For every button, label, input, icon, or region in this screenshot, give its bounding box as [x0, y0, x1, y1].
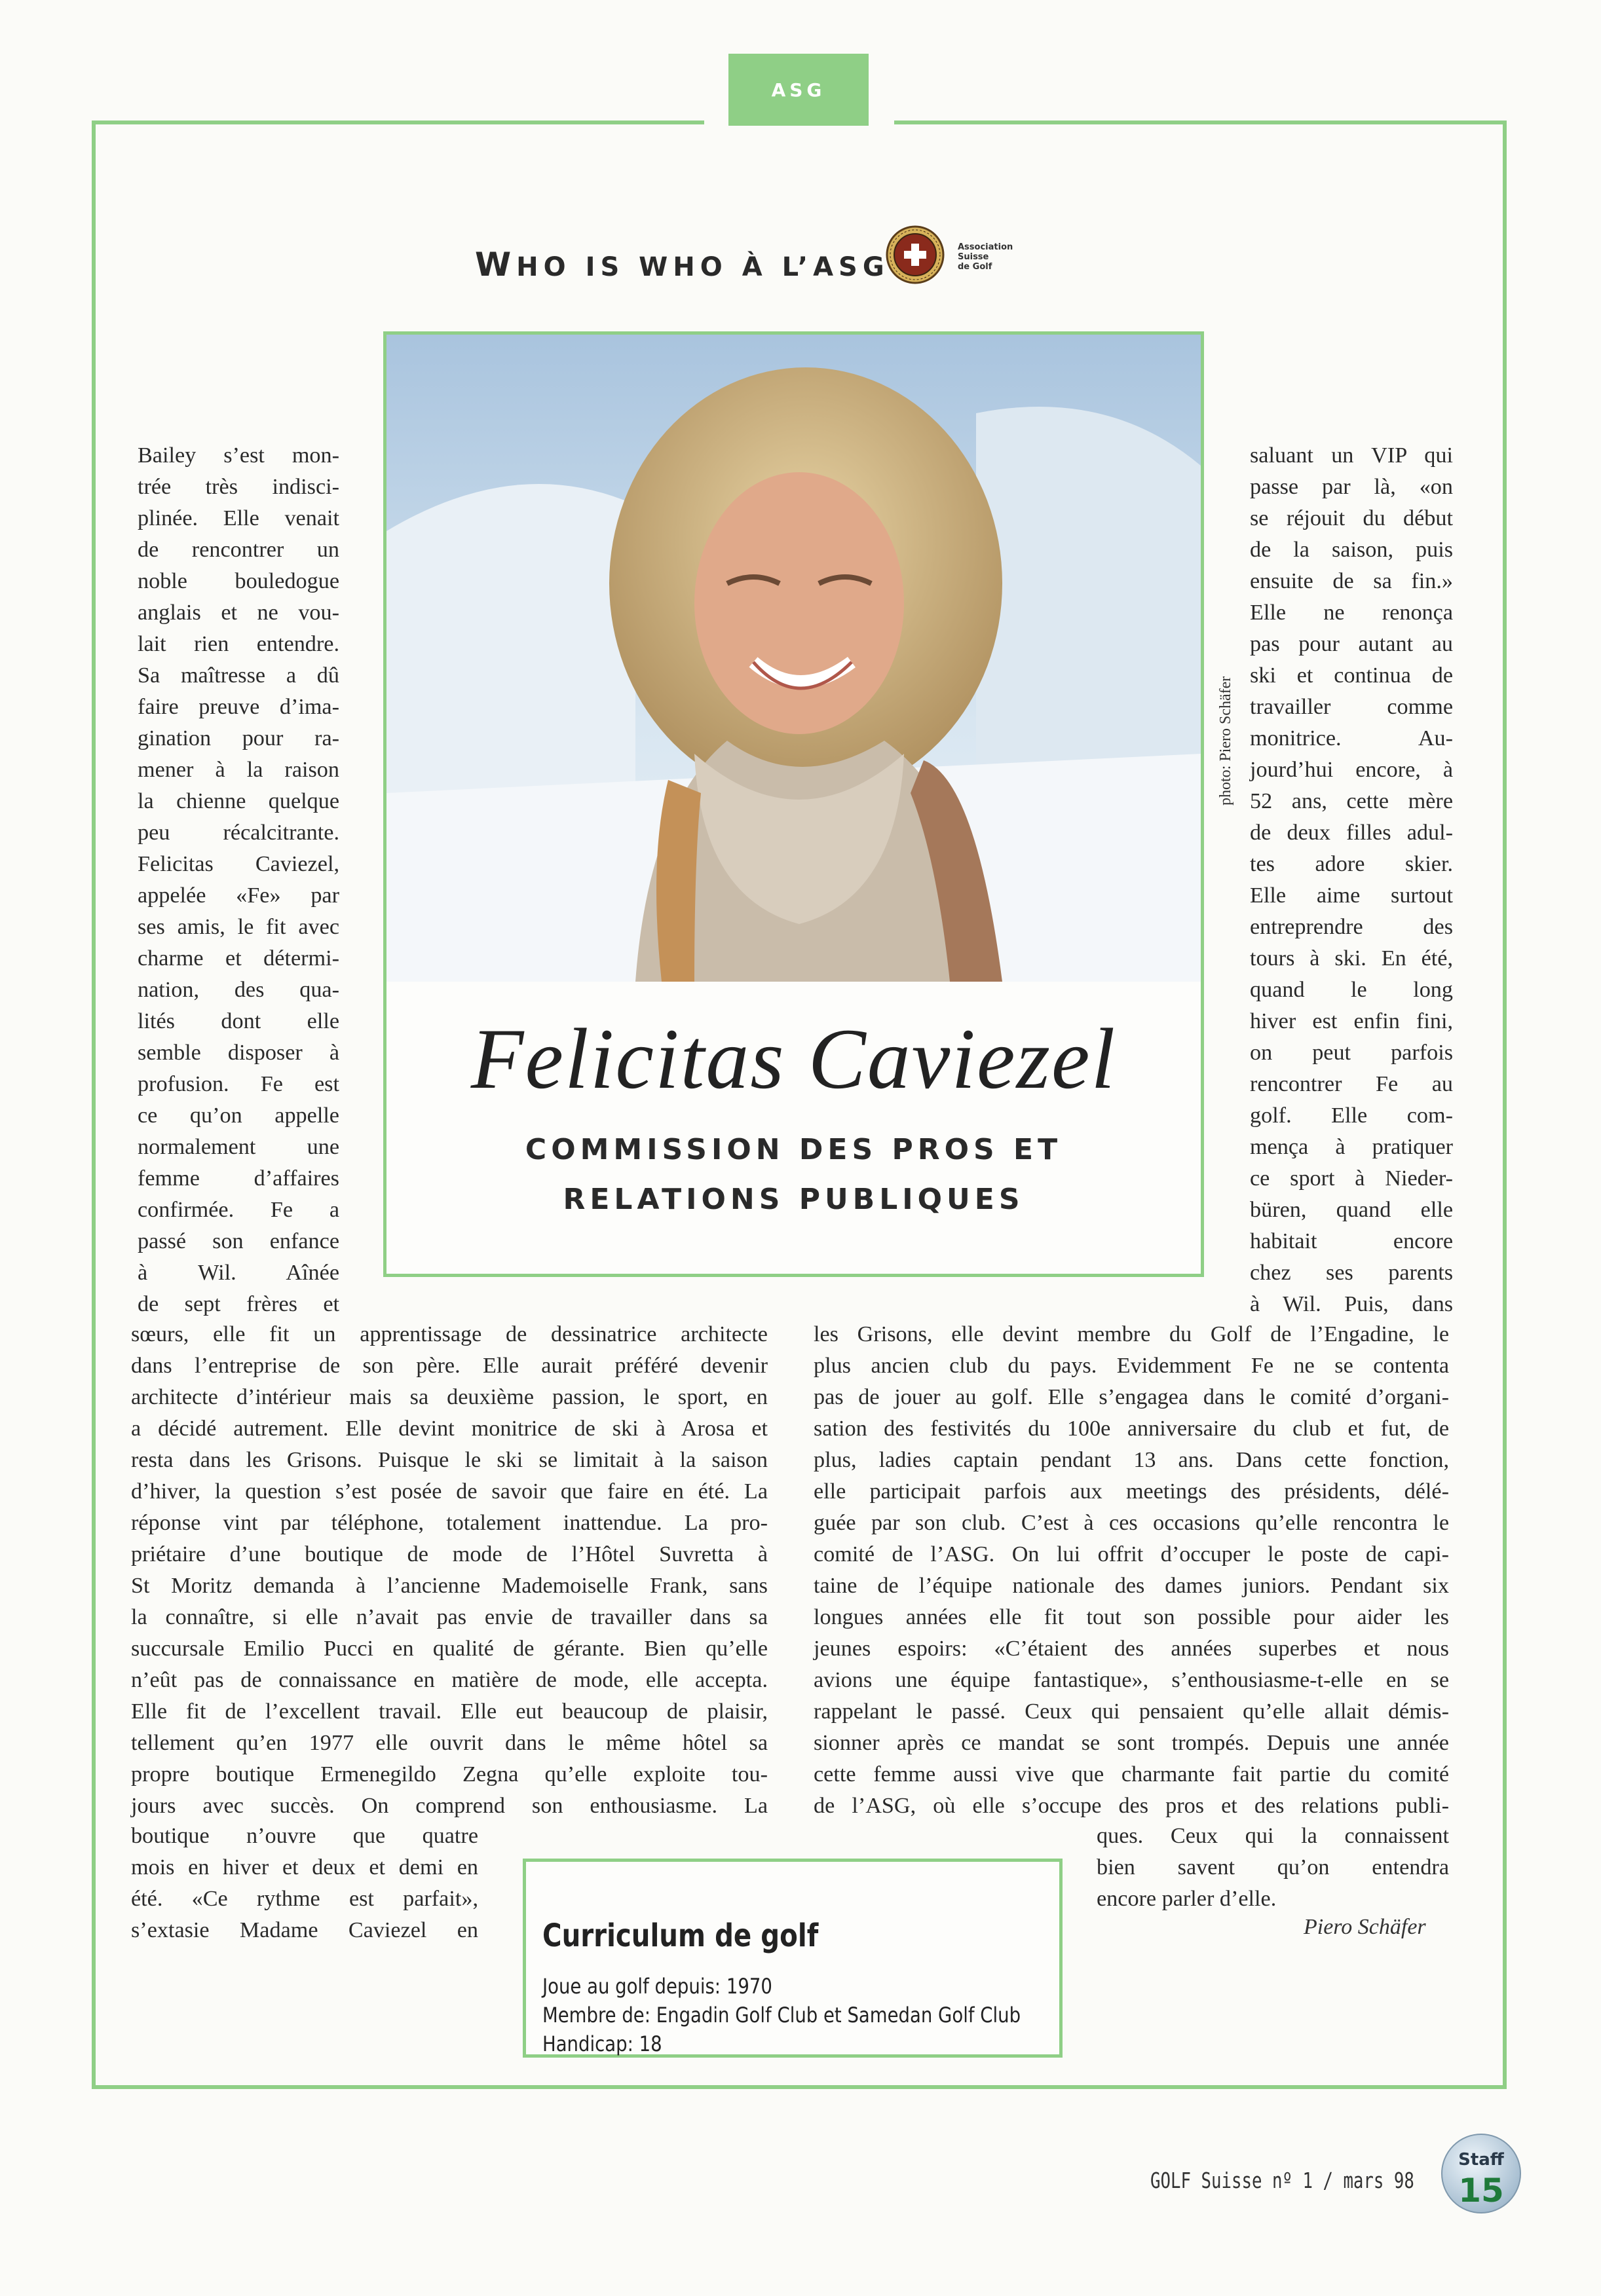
- association-name: [958, 242, 1013, 272]
- text-line: la chienne quelque: [138, 789, 339, 813]
- heading-text: HO IS WHO À L’ASG: [516, 252, 890, 282]
- text-line: ses amis, le fit avec: [138, 915, 339, 939]
- text-line: pas pour autant au: [1250, 632, 1453, 656]
- text-line: tours à ski. En été,: [1250, 946, 1453, 971]
- text-line: jeunes espoirs: «C’étaient des années superbes et nous: [814, 1637, 1449, 1661]
- issue-footer: GOLF Suisse nº 1 / mars 98: [1150, 2168, 1414, 2193]
- text-line: cette femme aussi vive que charmante fait partie du comité: [814, 1762, 1449, 1787]
- text-line: mença à pratiquer: [1250, 1135, 1453, 1159]
- text-line: architecte d’intérieur mais sa deuxième passion, le sport, en: [131, 1385, 768, 1409]
- text-line: s’extasie Madame Caviezel en: [131, 1918, 478, 1942]
- text-line: boutique n’ouvre que quatre: [131, 1824, 478, 1848]
- text-line: rencontrer Fe au: [1250, 1072, 1453, 1096]
- text-line: trée très indisci-: [138, 475, 339, 499]
- text-line: rappelant le passé. Ceux qui pensaient qu’elle allait démis-: [814, 1699, 1449, 1724]
- text-line: de sept frères et: [138, 1292, 339, 1316]
- association-line-1: Association: [958, 242, 1013, 252]
- text-line: taine de l’équipe nationale des dames juniors. Pendant six: [814, 1574, 1449, 1598]
- text-line: jours avec succès. On comprend son enthousiasme. La: [131, 1794, 768, 1818]
- text-line: monitrice. Au-: [1250, 726, 1453, 750]
- text-line: Sa maîtresse a dû: [138, 663, 339, 688]
- text-line: ce qu’on appelle: [138, 1103, 339, 1128]
- text-line: de deux filles adul-: [1250, 821, 1453, 845]
- text-line: lités dont elle: [138, 1009, 339, 1033]
- association-line-3: de Golf: [958, 262, 992, 272]
- text-line: à Wil. Aînée: [138, 1261, 339, 1285]
- text-line: la connaître, si elle n’avait pas envie de travailler dans sa: [131, 1605, 768, 1629]
- text-line: les Grisons, elle devint membre du Golf de l’Engadine, le: [814, 1322, 1449, 1346]
- text-line: ques. Ceux qui la connaissent: [1097, 1824, 1449, 1848]
- text-line: saluant un VIP qui: [1250, 443, 1453, 468]
- text-line: 52 ans, cette mère: [1250, 789, 1453, 813]
- profile-role-line-1: COMMISSION DES PROS ET: [525, 1133, 1063, 1166]
- profile-role-line-2: RELATIONS PUBLIQUES: [563, 1183, 1025, 1216]
- text-line: Elle ne renonça: [1250, 601, 1453, 625]
- text-line: confirmée. Fe a: [138, 1198, 339, 1222]
- text-line: longues années elle fit tout son possible pour aider les: [814, 1605, 1449, 1629]
- text-line: appelée «Fe» par: [138, 883, 339, 908]
- text-line: quand le long: [1250, 978, 1453, 1002]
- text-line: ensuite de sa fin.»: [1250, 569, 1453, 593]
- frame-top-left: [92, 120, 704, 124]
- frame-right: [1503, 120, 1507, 2089]
- frame-bottom: [92, 2085, 1507, 2089]
- text-line: Bailey s’est mon-: [138, 443, 339, 468]
- asg-logo-icon: [886, 225, 945, 284]
- text-line: profusion. Fe est: [138, 1072, 339, 1096]
- text-line: on peut parfois: [1250, 1041, 1453, 1065]
- text-line: faire preuve d’ima-: [138, 695, 339, 719]
- text-line: priétaire d’une boutique de mode de l’Hôtel Suvretta à: [131, 1542, 768, 1566]
- text-line: St Moritz demanda à l’ancienne Mademoiselle Frank, sans: [131, 1574, 768, 1598]
- text-line: jourd’hui encore, à: [1250, 758, 1453, 782]
- text-line: d’hiver, la question s’est posée de savoir que faire en été. La: [131, 1479, 768, 1504]
- profile-name: Felicitas Caviezel: [470, 1010, 1117, 1107]
- text-line: mois en hiver et deux et demi en: [131, 1855, 478, 1879]
- text-line: elle participait parfois aux meetings des présidents, délé-: [814, 1479, 1449, 1504]
- text-line: guée par son club. C’est à ces occasions qu’elle rencontra le: [814, 1511, 1449, 1535]
- text-line: passe par là, «on: [1250, 475, 1453, 499]
- text-line: plinée. Elle venait: [138, 506, 339, 530]
- text-line: pas de jouer au golf. Elle s’engagea dans le comité d’organi-: [814, 1385, 1449, 1409]
- section-tab: ASG: [728, 54, 869, 126]
- curriculum-line: Joue au golf depuis: 1970: [542, 1974, 772, 1999]
- text-line: gination pour ra-: [138, 726, 339, 750]
- text-line: plus, ladies captain pendant 13 ans. Dans cette fonction,: [814, 1448, 1449, 1472]
- text-line: avions une équipe fantastique», s’enthousiasme-t-elle en se: [814, 1668, 1449, 1692]
- body-left-continuation: [131, 1821, 478, 1946]
- body-left-column: [131, 1319, 768, 1822]
- badge-page-number: 15: [1458, 2172, 1504, 2210]
- text-line: nation, des qua-: [138, 978, 339, 1002]
- text-line: propre boutique Ermenegildo Zegna qu’elle exploite tou-: [131, 1762, 768, 1787]
- text-line: dans l’entreprise de son père. Elle aurait préféré devenir: [131, 1354, 768, 1378]
- page-number-badge: [1439, 2131, 1524, 2216]
- frame-left: [92, 120, 96, 2089]
- text-line: de la saison, puis: [1250, 538, 1453, 562]
- text-line: resta dans les Grisons. Puisque le ski se limitait à la saison: [131, 1448, 768, 1472]
- text-line: lait rien entendre.: [138, 632, 339, 656]
- right-narrow-column: [1250, 440, 1453, 1320]
- article-signoff: [1097, 1821, 1449, 1915]
- text-line: réponse vint par téléphone, totalement inattendue. La pro-: [131, 1511, 768, 1535]
- text-line: tes adore skier.: [1250, 852, 1453, 876]
- text-line: chez ses parents: [1250, 1261, 1453, 1285]
- text-line: bien savent qu’on entendra: [1097, 1855, 1449, 1879]
- text-line: charme et détermi-: [138, 946, 339, 971]
- text-line: encore parler d’elle.: [1097, 1887, 1277, 1911]
- curriculum-title: Curriculum de golf: [542, 1917, 819, 1954]
- text-line: büren, quand elle: [1250, 1198, 1453, 1222]
- curriculum-box: [523, 1859, 1063, 2058]
- text-line: golf. Elle com-: [1250, 1103, 1453, 1128]
- text-line: travailler comme: [1250, 695, 1453, 719]
- portrait-photo: [386, 335, 1201, 982]
- text-line: hiver est enfin fini,: [1250, 1009, 1453, 1033]
- text-line: été. «Ce rythme est parfait»,: [131, 1887, 478, 1911]
- text-line: de l’ASG, où elle s’occupe des pros et des relations publi-: [814, 1794, 1449, 1818]
- text-line: entreprendre des: [1250, 915, 1453, 939]
- text-line: se réjouit du début: [1250, 506, 1453, 530]
- section-heading: WHO IS WHO À L’ASG: [475, 246, 890, 284]
- text-line: de rencontrer un: [138, 538, 339, 562]
- text-line: comité de l’ASG. On lui offrit d’occuper le poste de capi-: [814, 1542, 1449, 1566]
- author-name: Piero Schäfer: [1304, 1915, 1426, 1939]
- text-line: anglais et ne vou-: [138, 601, 339, 625]
- text-line: à Wil. Puis, dans: [1250, 1292, 1453, 1316]
- text-line: normalement une: [138, 1135, 339, 1159]
- text-line: Elle aime surtout: [1250, 883, 1453, 908]
- text-line: sœurs, elle fit un apprentissage de dessinatrice architecte: [131, 1322, 768, 1346]
- text-line: habitait encore: [1250, 1229, 1453, 1253]
- text-line: sation des festivités du 100e anniversaire du club et fut, de: [814, 1416, 1449, 1441]
- text-line: tellement qu’en 1977 elle ouvrit dans le même hôtel sa: [131, 1731, 768, 1755]
- text-line: a décidé autrement. Elle devint monitrice de ski à Arosa et: [131, 1416, 768, 1441]
- text-line: mener à la raison: [138, 758, 339, 782]
- left-narrow-column: [138, 440, 339, 1320]
- frame-top-right: [894, 120, 1507, 124]
- text-line: Elle fit de l’excellent travail. Elle eut beaucoup de plaisir,: [131, 1699, 768, 1724]
- text-line: passé son enfance: [138, 1229, 339, 1253]
- curriculum-line: Membre de: Engadin Golf Club et Samedan Golf Club: [542, 2003, 1021, 2028]
- text-line: plus ancien club du pays. Evidemment Fe ne se contenta: [814, 1354, 1449, 1378]
- text-line: ski et continua de: [1250, 663, 1453, 688]
- curriculum-line: Handicap: 18: [542, 2031, 662, 2056]
- photo-credit: photo: Piero Schäfer: [1217, 676, 1234, 805]
- text-line: Felicitas Caviezel,: [138, 852, 339, 876]
- text-line: semble disposer à: [138, 1041, 339, 1065]
- text-line: sionner après ce mandat se sont trompés. Depuis une année: [814, 1731, 1449, 1755]
- text-line: peu récalcitrante.: [138, 821, 339, 845]
- association-line-2: Suisse: [958, 252, 989, 262]
- text-line: ce sport à Nieder-: [1250, 1166, 1453, 1191]
- body-right-column: [814, 1319, 1449, 1822]
- text-line: femme d’affaires: [138, 1166, 339, 1191]
- text-line: succursale Emilio Pucci en qualité de gérante. Bien qu’elle: [131, 1637, 768, 1661]
- text-line: n’eût pas de connaissance en matière de mode, elle accepta.: [131, 1668, 768, 1692]
- text-line: noble bouledogue: [138, 569, 339, 593]
- badge-brand: Staff: [1458, 2150, 1504, 2170]
